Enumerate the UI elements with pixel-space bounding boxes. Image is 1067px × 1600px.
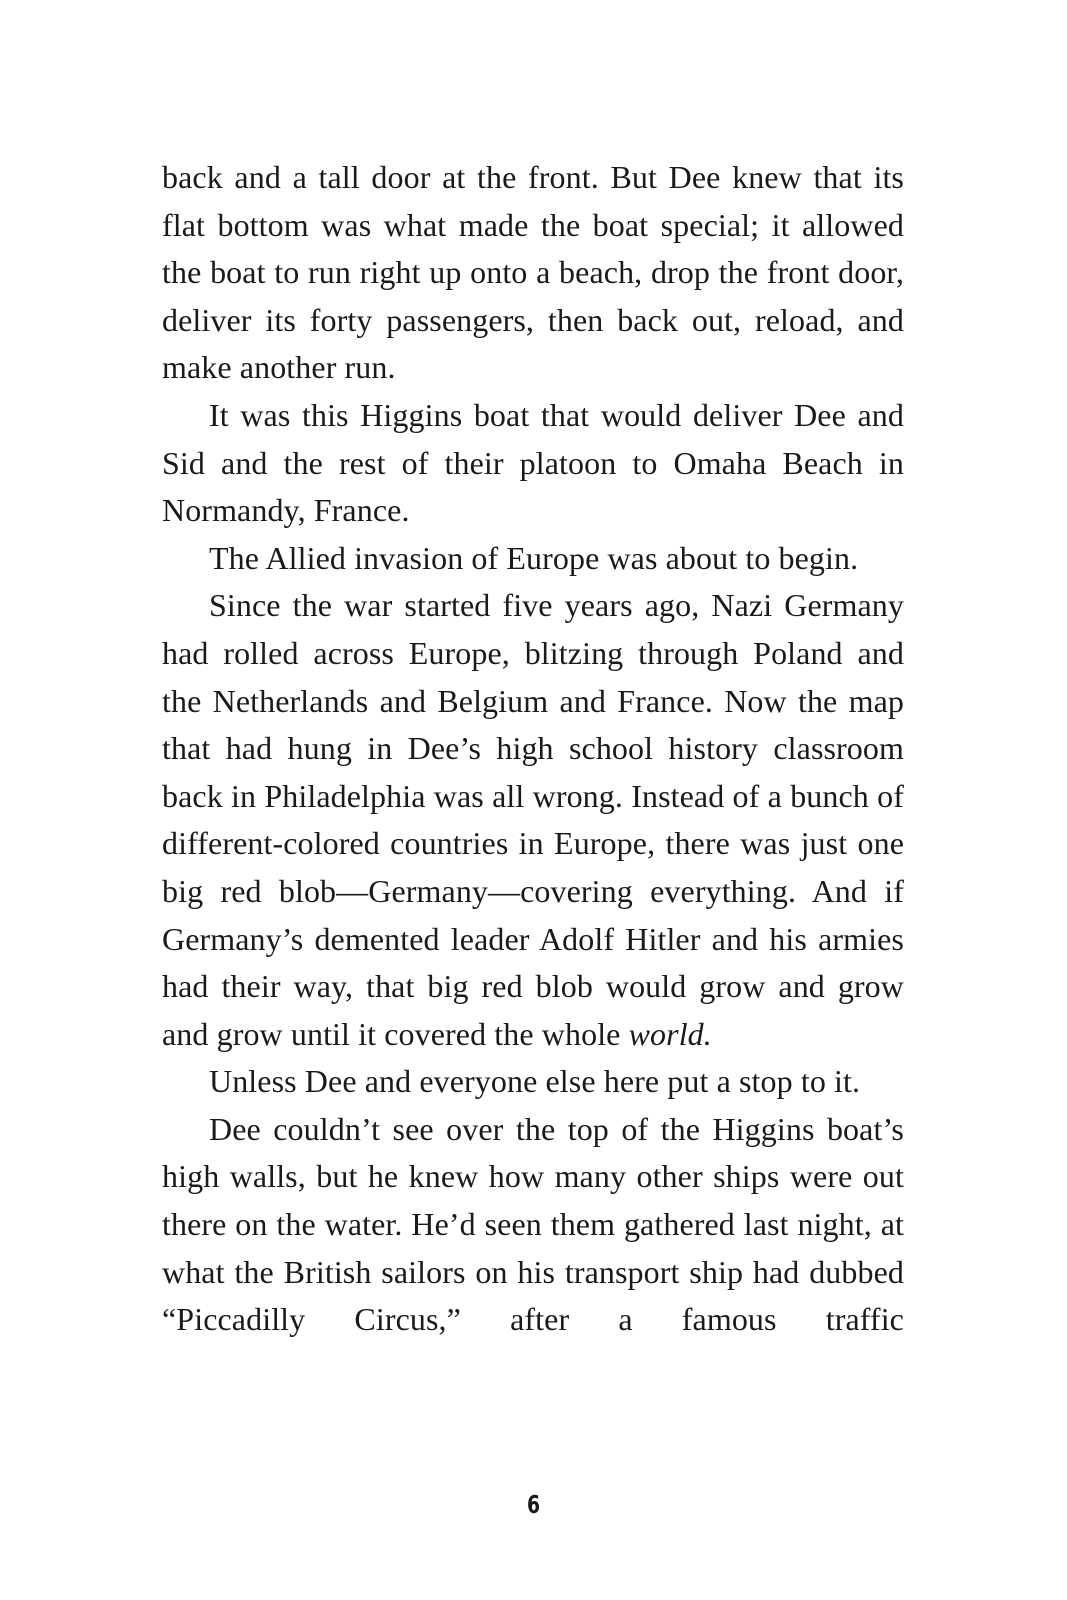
paragraph-5: Unless Dee and everyone else here put a stop to it. <box>209 1063 861 1100</box>
paragraph-3: The Allied invasion of Europe was about to begin. <box>209 539 859 576</box>
paragraph-4-italic-word: world. <box>628 1015 712 1052</box>
body-text <box>162 154 904 1344</box>
paragraph-2: It was this Higgins boat that would deliver Dee and Sid and the rest of their platoon to Omaha Beach in Normandy, France. <box>162 396 904 529</box>
paragraph-4-text: Since the war started five years ago, Nazi Germany had rolled across Europe, blitzing through Poland and the Netherlands and Belgium and France. Now the map that had hung in Dee’s high school history classroom back in Philadelphia was all wrong. Instead of a bunch of different-colored countries in Europe, there was just one big red blob—Germany—covering everything. And if Germany’s demented leader Adolf Hitler and his armies had their way, that big red blob would grow and grow and grow until it covered the whole <box>162 587 904 1052</box>
page-number: 6 <box>526 1490 541 1519</box>
paragraph-4 <box>162 582 904 1058</box>
paragraph-6: Dee couldn’t see over the top of the Higgins boat’s high walls, but he knew how many other ships were out there on the water. He’d seen them gathered last night, at what the British sailors on his transport ship had dubbed “Piccadilly Circus,” after a famous traffic <box>162 1110 904 1338</box>
paragraph-1: back and a tall door at the front. But Dee knew that its flat bottom was what made the boat special; it allowed the boat to run right up onto a beach, drop the front door, deliver its forty passengers, then back out, reload, and make another run. <box>162 159 904 386</box>
